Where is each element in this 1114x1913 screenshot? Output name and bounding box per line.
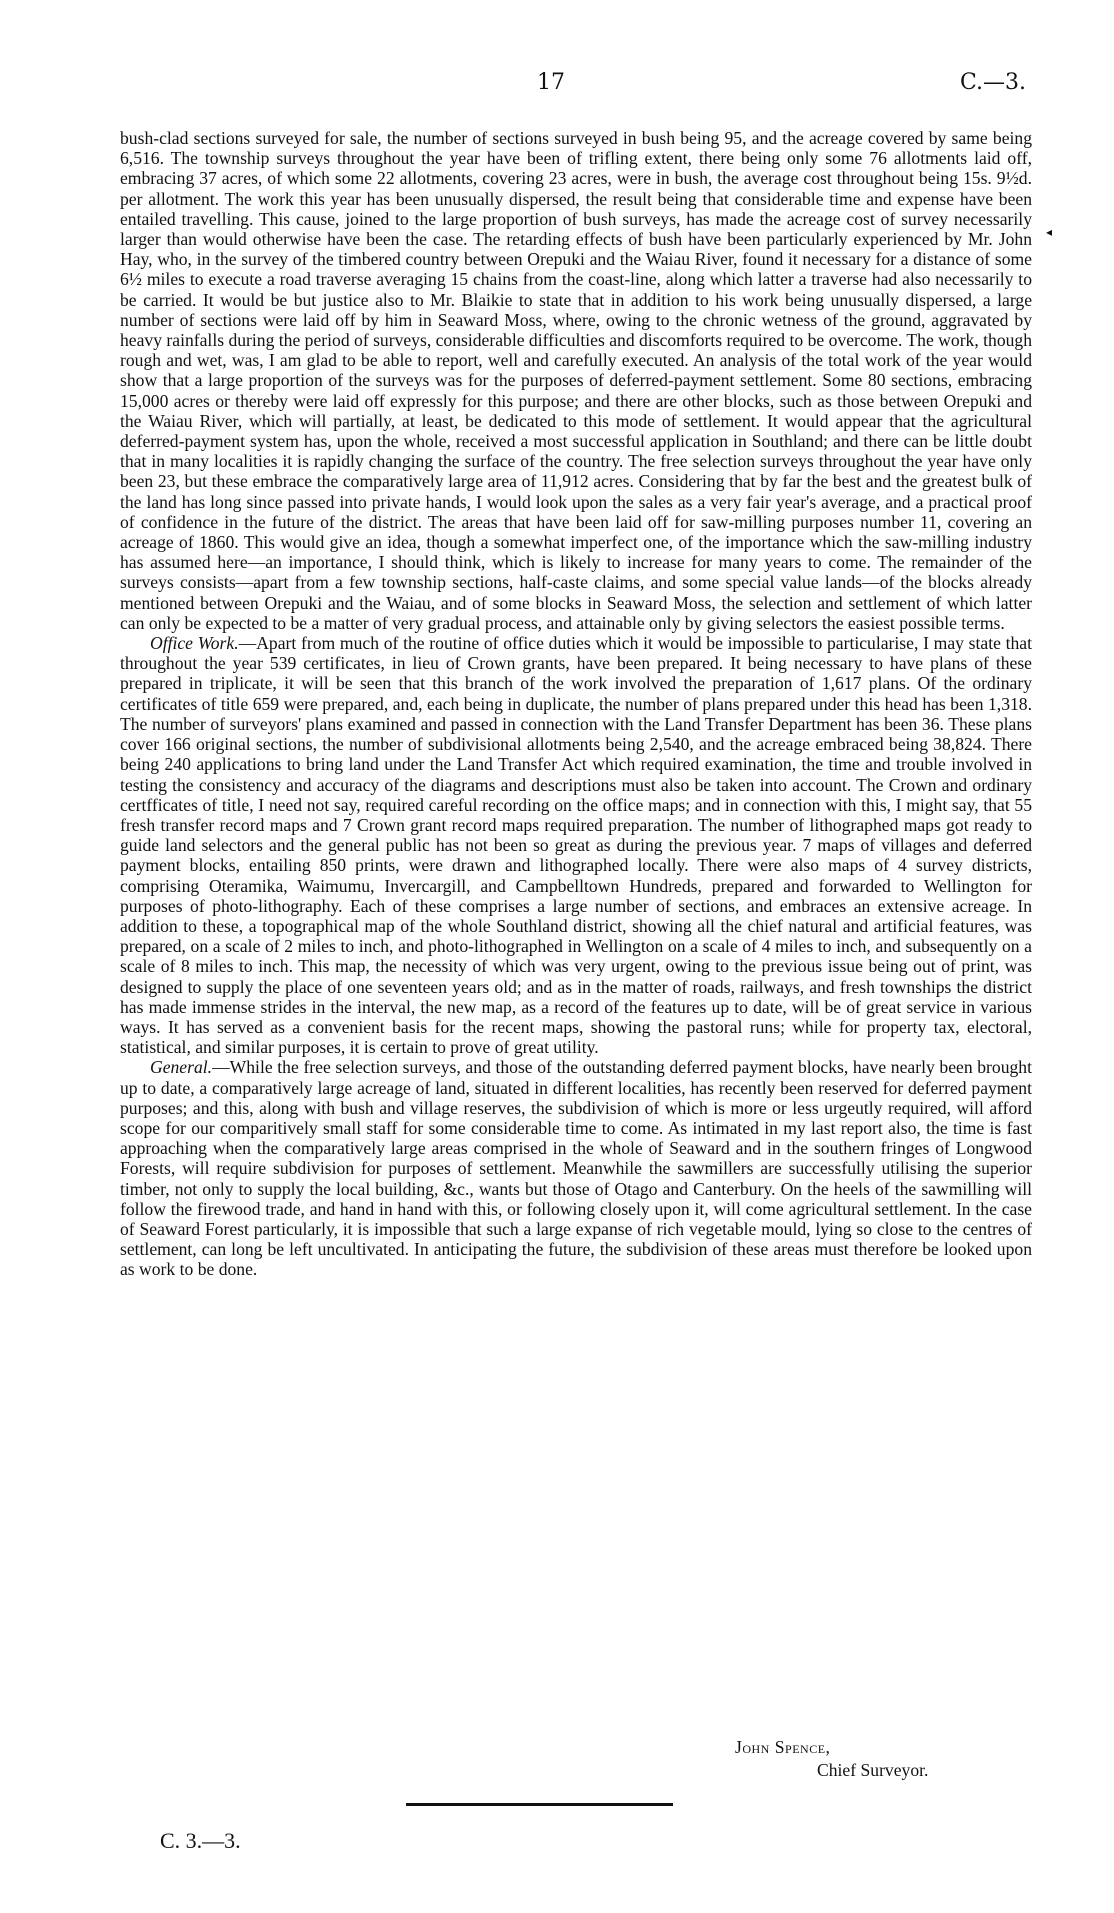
document-code: C.—3. (959, 70, 1026, 95)
report-body (120, 128, 1032, 1280)
signatory-title: Chief Surveyor. (817, 1760, 929, 1780)
general-heading: General. (150, 1057, 213, 1078)
office-work-heading: Office Work. (150, 633, 239, 654)
paragraph-general (120, 1057, 1032, 1279)
margin-arrow-mark: ◂ (1046, 225, 1053, 239)
signature-block (735, 1736, 928, 1782)
footer-code: C. 3.—3. (160, 1828, 241, 1853)
office-work-text: —Apart from much of the routine of office duties which it would be impossible to particularise, I may state that throughout the year 539 certificates, in lieu of Crown grants, have been prepared. It being necessary to have plans of these prepared in triplicate, it will be seen that this branch of the work involved the preparation of 1,617 plans. Of the ordinary certificates of title 659 were prepared, and, each being in duplicate, the number of plans prepared under this head has been 1,318. The number of surveyors' plans examined and passed in connection with the Land Transfer Department has been 36. These plans cover 166 original sections, the number of subdivisional allotments being 2,540, and the acreage embraced being 38,824. There being 240 applications to bring land under the Land Transfer Act which required examination, the time and trouble involved in testing the consistency and accuracy of the diagrams and descriptions must also be taken into account. The Crown and ordinary certfficates of title, I need not say, required careful recording on the office maps; and in connection with this, I might say, that 55 fresh transfer record maps and 7 Crown grant record maps required preparation. The number of lithographed maps got ready to guide land selectors and the general public has not been so great as during the previous year. 7 maps of villages and deferred payment blocks, entailing 850 prints, were drawn and lithographed locally. There were also maps of 4 survey districts, comprising Oteramika, Waimumu, Invercargill, and Campbelltown Hundreds, prepared and forwarded to Wellington for purposes of photo-lithography. Each of these comprises a large number of sections, and embraces an extensive acreage. In addition to these, a topographical map of the whole Southland district, showing all the chief natural and artificial features, was prepared, on a scale of 2 miles to inch, and photo-lithographed in Wellington on a scale of 4 miles to inch, and subsequently on a scale of 8 miles to inch. This map, the necessity of which was very urgent, owing to the previous issue being out of print, was designed to supply the place of one seventeen years old; and as in the matter of roads, railways, and fresh townships the district has made immense strides in the interval, the new map, as a record of the features up to date, will be of great service in various ways. It has served as a convenient basis for the recent maps, showing the pastoral runs; while for property tax, electoral, statistical, and similar purposes, it is certain to prove of great utility. (120, 633, 1032, 1058)
paragraph-surveys: bush-clad sections surveyed for sale, the number of sections surveyed in bush being 95, and the acreage covered by same being 6,516. The township surveys throughout the year have been of trifling extent, there being only some 76 allotments laid off, embracing 37 acres, of which some 22 allotments, covering 23 acres, were in bush, the average cost throughout being 15s. 9½d. per allotment. The work this year has been unusually dispersed, the result being that considerable time and expense have been entailed travelling. This cause, joined to the large proportion of bush surveys, has made the acreage cost of survey necessarily larger than would otherwise have been the case. The retarding effects of bush have been particularly experienced by Mr. John Hay, who, in the survey of the timbered country between Orepuki and the Waiau River, found it necessary for a distance of some 6½ miles to execute a road traverse averaging 15 chains from the coast-line, along which latter a traverse had also necessarily to be carried. It would be but justice also to Mr. Blaikie to state that in addition to his work being unusually dispersed, a large number of sections were laid off by him in Seaward Moss, where, owing to the chronic wetness of the ground, aggravated by heavy rainfalls during the period of surveys, considerable difficulties and discomforts required to be overcome. The work, though rough and wet, was, I am glad to be able to report, well and carefully executed. An analysis of the total work of the year would show that a large proportion of the surveys was for the purposes of deferred-payment settlement. Some 80 sections, embracing 15,000 acres or thereby were laid off expressly for this purpose; and there are other blocks, such as those between Orepuki and the Waiau River, which will partially, at least, be dedicated to this mode of settlement. It would appear that the agricultural deferred-payment system has, upon the whole, received a most successful application in Southland; and there can be little doubt that in many localities it is rapidly changing the surface of the country. The free selection surveys throughout the year have only been 23, but these embrace the comparatively large area of 11,912 acres. Considering that by far the best and the greatest bulk of the land has long since passed into private hands, I would look upon the sales as a very fair year's average, and a practical proof of confidence in the future of the district. The areas that have been laid off for saw-milling purposes number 11, covering an acreage of 1860. This would give an idea, though a somewhat imperfect one, of the importance which the saw-milling industry has assumed here—an importance, I should think, which is likely to increase for many years to come. The remainder of the surveys consists—apart from a few township sections, half-caste claims, and some special value lands—of the blocks already mentioned between Orepuki and the Waiau, and of some blocks in Seaward Moss, the selection and settlement of which latter can only be expected to be a matter of very gradual process, and attainable only by giving selectors the easiest possible terms. (120, 128, 1033, 633)
signatory-name: John Spence, (735, 1737, 831, 1757)
general-text: —While the free selection surveys, and those of the outstanding deferred payment blocks, have nearly been brought up to date, a comparatively large acreage of land, situated in different localities, has recently been reserved for deferred payment purposes; and this, along with bush and village reserves, the subdivision of which is more or less urgeutly required, will afford scope for our comparitively small staff for some considerable time to come. As intimated in my last report also, the time is fast approaching when the comparatively large areas comprised in the whole of Seaward and in the southern fringes of Longwood Forests, will require subdivision for purposes of settlement. Meanwhile the sawmillers are successfully utilising the superior timber, not only to supply the local building, &c., wants but those of Otago and Canterbury. On the heels of the sawmilling will follow the firewood trade, and hand in hand with this, or following closely upon it, will come agricultural settlement. In the case of Seaward Forest particularly, it is impossible that such a large expanse of rich vegetable mould, lying so close to the centres of settlement, can long be left uncultivated. In anticipating the future, the subdivision of these areas must therefore be looked upon as work to be done. (120, 1057, 1032, 1280)
horizontal-rule (406, 1803, 673, 1806)
paragraph-office-work (120, 633, 1032, 1057)
page-number: 17 (537, 70, 565, 95)
